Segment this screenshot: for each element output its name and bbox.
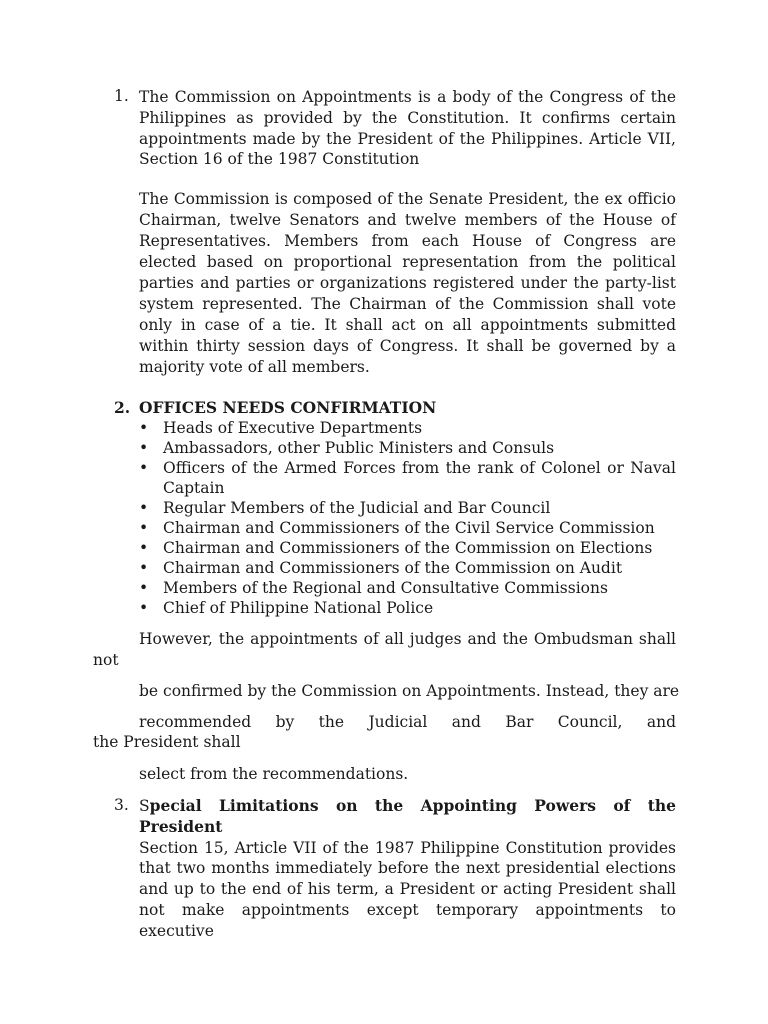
item-3-text: Section 15, Article VII of the 1987 Philippine Constitution provides that two months immediately before the next presidential elections and up to the end of his term, a President or acting President shall not make appointments except temporary appointments to executive [139,838,676,940]
however-line-1-wrap: not [93,651,119,669]
bullet-icon: • [139,539,149,557]
however-line-4: select from the recommendations. [139,765,409,783]
item-3-body [139,796,676,942]
bullet-item: • Regular Members of the Judicial and Bar Council [139,499,551,517]
however-line-2: be confirmed by the Commission on Appointments. Instead, they are [139,682,680,700]
bullet-item: • Chief of Philippine National Police [139,599,434,617]
bullet-item: • Chairman and Commissioners of the Civil Service Commission [139,519,655,537]
list-item-3 [114,796,676,942]
item-number: 2. [114,398,131,417]
section-heading-offices: OFFICES NEEDS CONFIRMATION [139,398,437,417]
bullet-icon: • [139,459,149,477]
bullet-icon: • [139,559,149,577]
item-1-text: The Commission on Appointments is a body of the Congress of the Philippines as provided by the Constitution. It confirms certain appointments made by the President of the Philippines. Article VII, Section 16 of the 1987 Constitution [139,88,676,169]
offices-bullet-list [139,418,676,618]
bullet-item: • Chairman and Commissioners of the Commission on Audit [139,559,623,577]
heading-first-letter: S [139,797,150,815]
bullet-item: • Chairman and Commissioners of the Commission on Elections [139,539,653,557]
item-number: 3. [114,796,129,814]
bullet-item: • Members of the Regional and Consultative Commissions [139,579,608,597]
bullet-icon: • [139,599,149,617]
however-line-3-wrap: the President shall [93,733,241,751]
commission-composition-paragraph: The Commission is composed of the Senate President, the ex officio Chairman, twelve Senators and twelve members of the House of Representatives. Members from each House of Congress are elected based on proportional representation from the political parties and parties or organizations registered under the party-list system represented. The Chairman of the Commission shall vote only in case of a tie. It shall act on all appointments submitted within thirty session days of Congress. It shall be governed by a majority vote of all members. [139,190,676,376]
bullet-item: • Heads of Executive Departments [139,419,423,437]
heading-rest: pecial Limitations on the Appointing Powers of the President [139,796,676,836]
list-item-1 [114,87,676,170]
bullet-icon: • [139,579,149,597]
however-line-3: recommended by the Judicial and Bar Council, and [139,713,676,731]
list-item-2 [114,398,676,418]
bullet-item: • Officers of the Armed Forces from the rank of Colonel or Naval Captain [139,459,676,497]
bullet-item: • Ambassadors, other Public Ministers and Consuls [139,439,555,457]
bullet-icon: • [139,439,149,457]
section-heading-limitations [139,796,676,838]
bullet-icon: • [139,499,149,517]
however-line-1: However, the appointments of all judges and the Ombudsman shall [139,630,676,648]
item-number: 1. [114,87,129,105]
bullet-icon: • [139,419,149,437]
bullet-icon: • [139,519,149,537]
